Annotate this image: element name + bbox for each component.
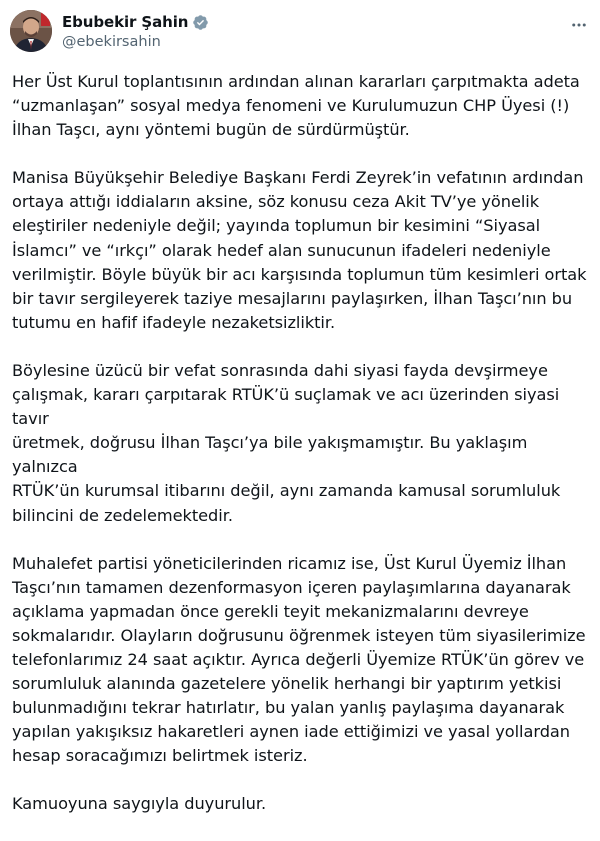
author-name-row: [62, 12, 209, 32]
author-names: [62, 12, 209, 50]
tweet-header: [10, 8, 590, 56]
author-display-name[interactable]: Ebubekir Şahin: [62, 13, 189, 31]
tweet-text: [12, 70, 590, 841]
author-handle[interactable]: @ebekirsahin: [62, 34, 161, 50]
tweet-paragraph: Muhalefet partisi yöneticilerinden ricamız ise, Üst Kurul Üyemiz İlhan Taşcı’nın tamamen dezenformasyon içeren paylaşımlarına dayanarak açıklama yapmadan önce gerekli teyit mekanizmalarını devreye sokmalarıdır. Olayların doğrusunu öğrenmek isteyen tüm siyasilerimize telefonlarımız 24 saat açıktır. Ayrıca değerli Üyemize RTÜK’ün görev ve sorumluluk alanında gazetelere yönelik herhangi bir yaptırım yetkisi bulunmadığını tekrar hatırlatır, bu yalan yanlış paylaşıma dayanarak yapılan yakışıksız hakaretleri aynen iade ettiğimizi ve yasal yollardan hesap soracağımızı belirtmek isteriz.: [12, 553, 586, 766]
tweet-paragraph: Her Üst Kurul toplantısının ardından alınan kararları çarpıtmakta adeta “uzmanlaşan” sosyal medya fenomeni ve Kurulumuzun CHP Üyesi (!) İlhan Taşcı, aynı yöntemi bugün de sürdürmüştür.: [12, 72, 580, 140]
avatar[interactable]: [10, 10, 52, 52]
user-portrait-avatar-icon: [10, 10, 52, 52]
tweet-paragraph: Böylesine üzücü bir vefat sonrasında dahi siyasi fayda devşirmeye çalışmak, kararı çarpıtarak RTÜK’ü suçlamak ve acı üzerinden siyasi tavır üretmek, doğrusu İlhan Taşcı’ya bile yakışmamıştır. Bu yaklaşım yalnızca RTÜK’ün kurumsal itibarını değil, aynı zamanda kamusal sorumluluk bilincini de zedelemektedir.: [12, 360, 561, 525]
more-horizontal-icon[interactable]: [568, 14, 590, 36]
verified-badge-icon: [192, 14, 209, 31]
tweet-paragraph: Kamuoyuna saygıyla duyurulur.: [12, 794, 267, 814]
tweet-paragraph: Manisa Büyükşehir Belediye Başkanı Ferdi Zeyrek’in vefatının ardından ortaya attığı iddiaların aksine, söz konusu ceza Akit TV’ye yönelik eleştiriler nedeniyle değil; yayında toplumun bir kesimini “Siyasal İslamcı” ve “ırkçı” olarak hedef alan sunucunun ifadeleri nedeniyle verilmiştir. Böyle büyük bir acı karşısında toplumun tüm kesimleri ortak bir tavır sergileyerek taziye mesajlarını paylaşırken, İlhan Taşcı’nın bu tutumu en hafif ifadeyle nezaketsizliktir.: [12, 168, 587, 332]
